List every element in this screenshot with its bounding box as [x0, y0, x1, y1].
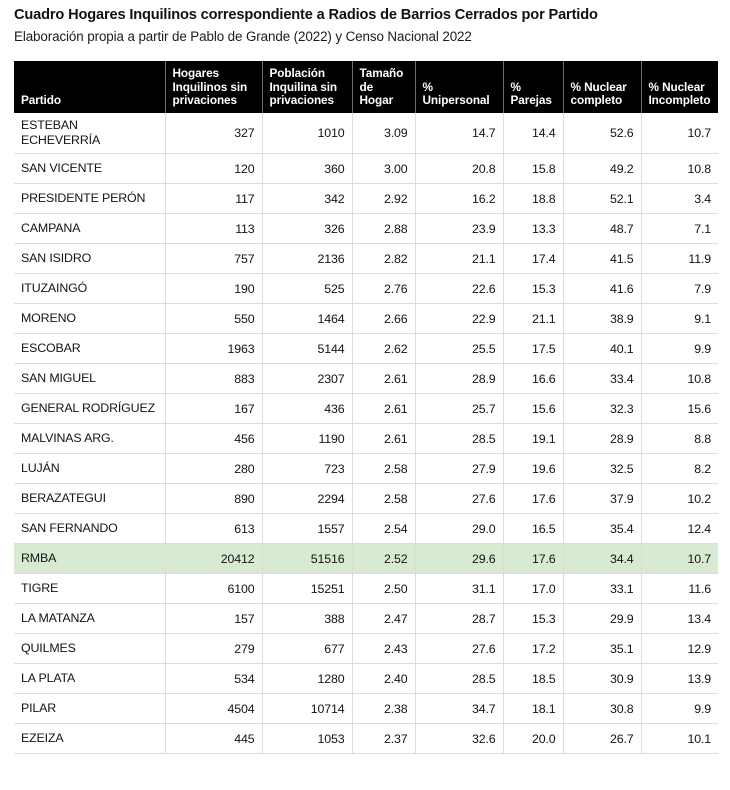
cell-poblacion: 1010 — [262, 113, 352, 154]
cell-unipersonal: 16.2 — [415, 184, 503, 214]
cell-unipersonal: 28.9 — [415, 364, 503, 394]
cell-unipersonal: 14.7 — [415, 113, 503, 154]
cell-unipersonal: 25.7 — [415, 394, 503, 424]
cell-nuclear-incompleto: 3.4 — [641, 184, 718, 214]
cell-nuclear-completo: 30.8 — [563, 694, 641, 724]
cell-unipersonal: 27.6 — [415, 634, 503, 664]
cell-parejas: 15.3 — [503, 274, 563, 304]
cell-partido: RMBA — [14, 544, 165, 574]
cell-unipersonal: 27.9 — [415, 454, 503, 484]
cell-nuclear-completo: 26.7 — [563, 724, 641, 754]
page-title: Cuadro Hogares Inquilinos correspondiente a Radios de Barrios Cerrados por Partido — [14, 7, 598, 23]
cell-nuclear-incompleto: 7.1 — [641, 214, 718, 244]
cell-parejas: 13.3 — [503, 214, 563, 244]
cell-unipersonal: 21.1 — [415, 244, 503, 274]
cell-partido: ITUZAINGÓ — [14, 274, 165, 304]
cell-poblacion: 436 — [262, 394, 352, 424]
cell-tamano: 2.54 — [352, 514, 415, 544]
cell-hogares: 1963 — [165, 334, 262, 364]
cell-hogares: 550 — [165, 304, 262, 334]
cell-parejas: 19.1 — [503, 424, 563, 454]
cell-parejas: 20.0 — [503, 724, 563, 754]
cell-parejas: 15.3 — [503, 604, 563, 634]
cell-nuclear-incompleto: 9.1 — [641, 304, 718, 334]
table-row — [14, 364, 718, 394]
cell-tamano: 2.58 — [352, 454, 415, 484]
cell-tamano: 2.43 — [352, 634, 415, 664]
cell-poblacion: 51516 — [262, 544, 352, 574]
table-header — [14, 61, 718, 113]
table-row — [14, 604, 718, 634]
cell-parejas: 15.6 — [503, 394, 563, 424]
cell-nuclear-completo: 52.1 — [563, 184, 641, 214]
cell-poblacion: 1190 — [262, 424, 352, 454]
cell-nuclear-completo: 32.5 — [563, 454, 641, 484]
cell-parejas: 14.4 — [503, 113, 563, 154]
cell-partido: SAN ISIDRO — [14, 244, 165, 274]
cell-partido: ESTEBAN ECHEVERRÍA — [14, 113, 165, 154]
cell-parejas: 16.6 — [503, 364, 563, 394]
table-row — [14, 424, 718, 454]
column-header-tamano-hogar: Tamaño de Hogar — [352, 61, 415, 113]
cell-partido: LA PLATA — [14, 664, 165, 694]
cell-tamano: 2.62 — [352, 334, 415, 364]
cell-unipersonal: 25.5 — [415, 334, 503, 364]
cell-tamano: 2.82 — [352, 244, 415, 274]
cell-nuclear-incompleto: 10.7 — [641, 544, 718, 574]
cell-hogares: 445 — [165, 724, 262, 754]
cell-nuclear-incompleto: 10.8 — [641, 154, 718, 184]
cell-nuclear-completo: 52.6 — [563, 113, 641, 154]
cell-parejas: 17.5 — [503, 334, 563, 364]
cell-poblacion: 1053 — [262, 724, 352, 754]
cell-hogares: 456 — [165, 424, 262, 454]
cell-poblacion: 388 — [262, 604, 352, 634]
cell-nuclear-completo: 28.9 — [563, 424, 641, 454]
cell-parejas: 17.0 — [503, 574, 563, 604]
cell-hogares: 890 — [165, 484, 262, 514]
column-header-poblacion-inquilina: Población Inquilina sin privaciones — [262, 61, 352, 113]
cell-hogares: 279 — [165, 634, 262, 664]
cell-partido: SAN VICENTE — [14, 154, 165, 184]
cell-nuclear-completo: 29.9 — [563, 604, 641, 634]
table-row — [14, 514, 718, 544]
cell-poblacion: 2136 — [262, 244, 352, 274]
column-header-partido: Partido — [14, 61, 165, 113]
cell-parejas: 15.8 — [503, 154, 563, 184]
cell-hogares: 757 — [165, 244, 262, 274]
cell-partido: PRESIDENTE PERÓN — [14, 184, 165, 214]
column-header-hogares-inquilinos: Hogares Inquilinos sin privaciones — [165, 61, 262, 113]
cell-nuclear-completo: 48.7 — [563, 214, 641, 244]
cell-unipersonal: 31.1 — [415, 574, 503, 604]
cell-tamano: 2.66 — [352, 304, 415, 334]
cell-unipersonal: 32.6 — [415, 724, 503, 754]
cell-nuclear-incompleto: 7.9 — [641, 274, 718, 304]
cell-unipersonal: 27.6 — [415, 484, 503, 514]
cell-partido: CAMPANA — [14, 214, 165, 244]
cell-hogares: 883 — [165, 364, 262, 394]
cell-poblacion: 1280 — [262, 664, 352, 694]
cell-partido: LA MATANZA — [14, 604, 165, 634]
table-header-row — [14, 61, 718, 113]
cell-nuclear-incompleto: 10.7 — [641, 113, 718, 154]
cell-nuclear-completo: 33.4 — [563, 364, 641, 394]
cell-unipersonal: 28.5 — [415, 664, 503, 694]
column-header-parejas: % Parejas — [503, 61, 563, 113]
cell-nuclear-completo: 35.1 — [563, 634, 641, 664]
table-row — [14, 214, 718, 244]
cell-nuclear-incompleto: 8.2 — [641, 454, 718, 484]
cell-parejas: 21.1 — [503, 304, 563, 334]
cell-poblacion: 677 — [262, 634, 352, 664]
cell-nuclear-incompleto: 10.2 — [641, 484, 718, 514]
cell-nuclear-incompleto: 9.9 — [641, 334, 718, 364]
cell-tamano: 2.61 — [352, 424, 415, 454]
table-row — [14, 304, 718, 334]
cell-hogares: 280 — [165, 454, 262, 484]
cell-parejas: 17.2 — [503, 634, 563, 664]
cell-partido: SAN MIGUEL — [14, 364, 165, 394]
cell-nuclear-incompleto: 11.9 — [641, 244, 718, 274]
cell-nuclear-incompleto: 8.8 — [641, 424, 718, 454]
cell-nuclear-completo: 49.2 — [563, 154, 641, 184]
cell-partido: LUJÁN — [14, 454, 165, 484]
cell-hogares: 613 — [165, 514, 262, 544]
cell-parejas: 16.5 — [503, 514, 563, 544]
cell-tamano: 2.38 — [352, 694, 415, 724]
cell-unipersonal: 29.6 — [415, 544, 503, 574]
cell-poblacion: 360 — [262, 154, 352, 184]
cell-parejas: 17.6 — [503, 544, 563, 574]
cell-partido: SAN FERNANDO — [14, 514, 165, 544]
column-header-nuclear-incompleto: % Nuclear Incompleto — [641, 61, 718, 113]
table-row — [14, 454, 718, 484]
cell-hogares: 157 — [165, 604, 262, 634]
cell-poblacion: 723 — [262, 454, 352, 484]
cell-nuclear-completo: 37.9 — [563, 484, 641, 514]
cell-partido: BERAZATEGUI — [14, 484, 165, 514]
cell-poblacion: 342 — [262, 184, 352, 214]
cell-unipersonal: 28.7 — [415, 604, 503, 634]
cell-partido: TIGRE — [14, 574, 165, 604]
table-row — [14, 394, 718, 424]
cell-hogares: 4504 — [165, 694, 262, 724]
table-row — [14, 544, 718, 574]
cell-partido: MALVINAS ARG. — [14, 424, 165, 454]
cell-nuclear-completo: 35.4 — [563, 514, 641, 544]
cell-nuclear-incompleto: 15.6 — [641, 394, 718, 424]
cell-unipersonal: 28.5 — [415, 424, 503, 454]
cell-hogares: 117 — [165, 184, 262, 214]
cell-nuclear-completo: 30.9 — [563, 664, 641, 694]
cell-tamano: 2.61 — [352, 394, 415, 424]
table-container — [14, 61, 718, 754]
cell-nuclear-completo: 40.1 — [563, 334, 641, 364]
cell-unipersonal: 22.9 — [415, 304, 503, 334]
cell-parejas: 18.8 — [503, 184, 563, 214]
cell-poblacion: 2307 — [262, 364, 352, 394]
table-row — [14, 634, 718, 664]
cell-hogares: 6100 — [165, 574, 262, 604]
table-body — [14, 113, 718, 754]
cell-nuclear-completo: 41.5 — [563, 244, 641, 274]
cell-partido: ESCOBAR — [14, 334, 165, 364]
cell-partido: PILAR — [14, 694, 165, 724]
cell-poblacion: 5144 — [262, 334, 352, 364]
cell-partido: EZEIZA — [14, 724, 165, 754]
cell-tamano: 3.00 — [352, 154, 415, 184]
cell-poblacion: 1464 — [262, 304, 352, 334]
cell-tamano: 2.40 — [352, 664, 415, 694]
cell-poblacion: 326 — [262, 214, 352, 244]
cell-unipersonal: 29.0 — [415, 514, 503, 544]
cell-nuclear-incompleto: 10.1 — [641, 724, 718, 754]
cell-poblacion: 1557 — [262, 514, 352, 544]
cell-unipersonal: 22.6 — [415, 274, 503, 304]
table-row — [14, 574, 718, 604]
hogares-inquilinos-table — [14, 61, 718, 754]
cell-partido: QUILMES — [14, 634, 165, 664]
cell-tamano: 2.61 — [352, 364, 415, 394]
cell-nuclear-incompleto: 11.6 — [641, 574, 718, 604]
cell-parejas: 17.4 — [503, 244, 563, 274]
cell-parejas: 18.5 — [503, 664, 563, 694]
cell-hogares: 190 — [165, 274, 262, 304]
cell-nuclear-completo: 32.3 — [563, 394, 641, 424]
cell-tamano: 2.47 — [352, 604, 415, 634]
cell-tamano: 2.58 — [352, 484, 415, 514]
table-row — [14, 664, 718, 694]
cell-hogares: 534 — [165, 664, 262, 694]
table-row — [14, 244, 718, 274]
table-row — [14, 334, 718, 364]
cell-nuclear-completo: 38.9 — [563, 304, 641, 334]
cell-unipersonal: 20.8 — [415, 154, 503, 184]
cell-nuclear-incompleto: 12.9 — [641, 634, 718, 664]
table-row — [14, 694, 718, 724]
cell-nuclear-incompleto: 10.8 — [641, 364, 718, 394]
cell-tamano: 2.76 — [352, 274, 415, 304]
cell-tamano: 2.92 — [352, 184, 415, 214]
cell-unipersonal: 23.9 — [415, 214, 503, 244]
cell-parejas: 17.6 — [503, 484, 563, 514]
cell-partido: GENERAL RODRÍGUEZ — [14, 394, 165, 424]
cell-hogares: 327 — [165, 113, 262, 154]
table-row — [14, 274, 718, 304]
cell-nuclear-incompleto: 9.9 — [641, 694, 718, 724]
cell-hogares: 167 — [165, 394, 262, 424]
cell-tamano: 2.37 — [352, 724, 415, 754]
cell-parejas: 19.6 — [503, 454, 563, 484]
page-subtitle: Elaboración propia a partir de Pablo de Grande (2022) y Censo Nacional 2022 — [14, 29, 472, 44]
cell-nuclear-completo: 34.4 — [563, 544, 641, 574]
cell-hogares: 113 — [165, 214, 262, 244]
cell-poblacion: 2294 — [262, 484, 352, 514]
column-header-nuclear-completo: % Nuclear completo — [563, 61, 641, 113]
cell-nuclear-completo: 41.6 — [563, 274, 641, 304]
table-row — [14, 184, 718, 214]
cell-tamano: 2.50 — [352, 574, 415, 604]
cell-partido: MORENO — [14, 304, 165, 334]
cell-poblacion: 525 — [262, 274, 352, 304]
cell-nuclear-incompleto: 13.9 — [641, 664, 718, 694]
cell-hogares: 20412 — [165, 544, 262, 574]
table-row — [14, 154, 718, 184]
table-row — [14, 113, 718, 154]
cell-poblacion: 10714 — [262, 694, 352, 724]
cell-tamano: 2.88 — [352, 214, 415, 244]
cell-poblacion: 15251 — [262, 574, 352, 604]
table-row — [14, 724, 718, 754]
cell-tamano: 3.09 — [352, 113, 415, 154]
cell-tamano: 2.52 — [352, 544, 415, 574]
cell-nuclear-incompleto: 13.4 — [641, 604, 718, 634]
column-header-unipersonal: % Unipersonal — [415, 61, 503, 113]
table-row — [14, 484, 718, 514]
cell-unipersonal: 34.7 — [415, 694, 503, 724]
cell-parejas: 18.1 — [503, 694, 563, 724]
cell-nuclear-completo: 33.1 — [563, 574, 641, 604]
cell-nuclear-incompleto: 12.4 — [641, 514, 718, 544]
cell-hogares: 120 — [165, 154, 262, 184]
